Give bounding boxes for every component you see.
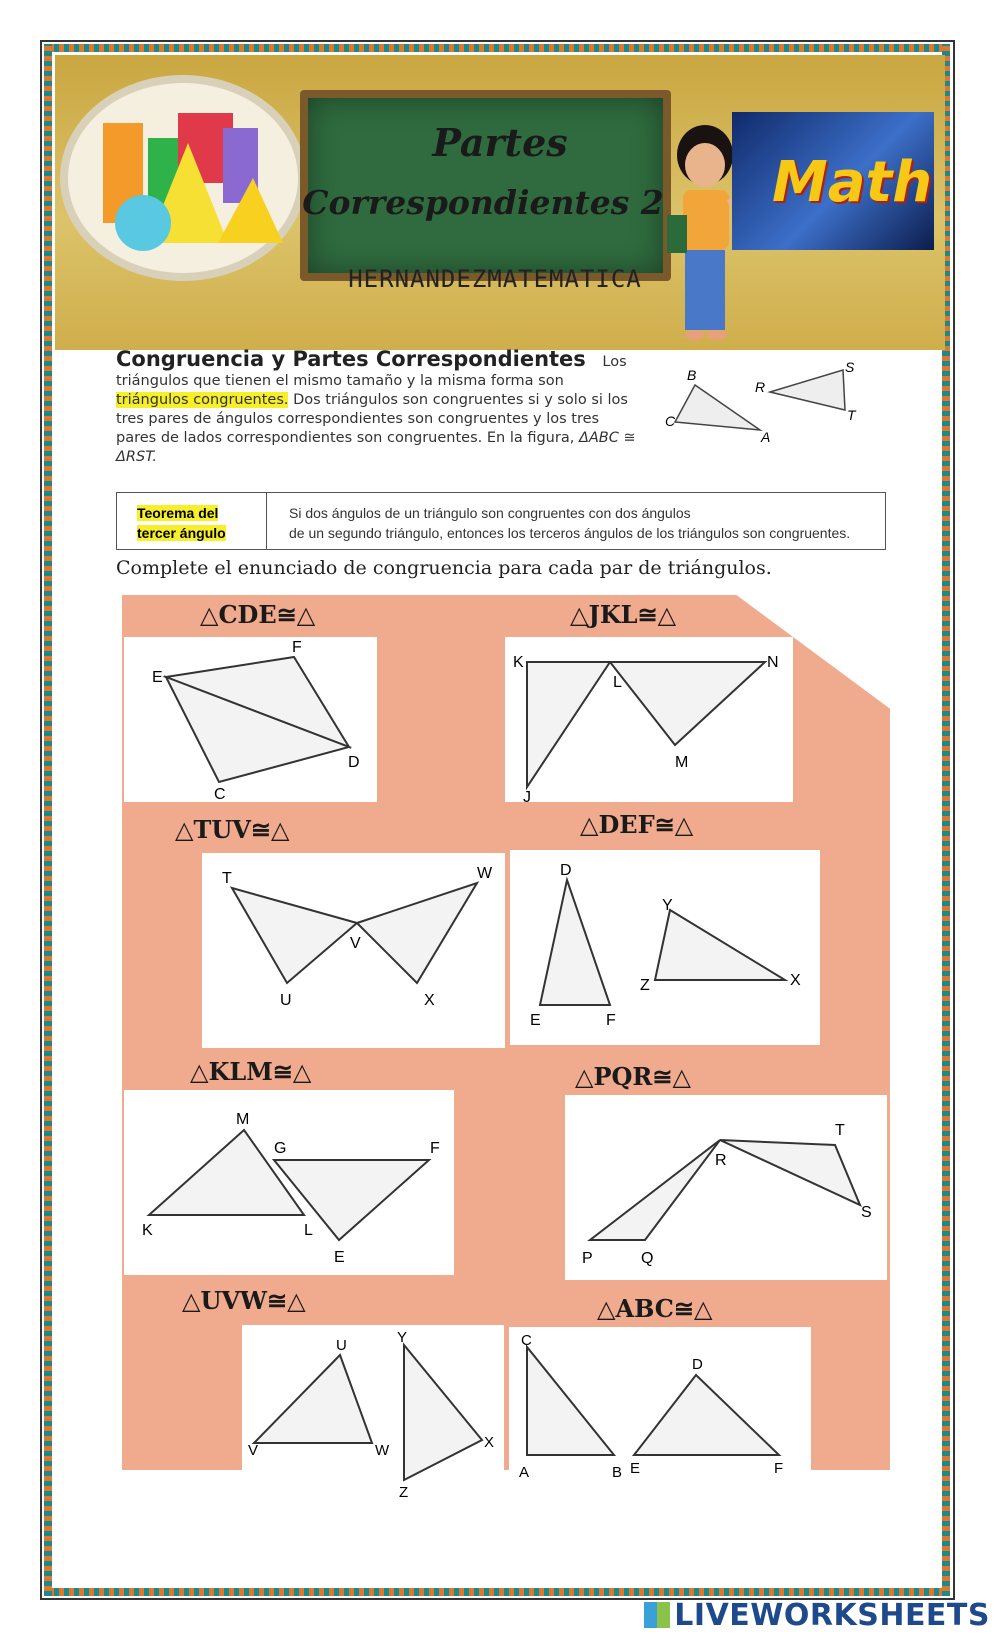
vertex-label: L — [304, 1222, 313, 1239]
vertex-label: X — [790, 972, 801, 989]
theorem-name — [117, 493, 267, 549]
theorem-name-line2: tercer ángulo — [137, 525, 226, 541]
vertex-label: S — [861, 1204, 872, 1221]
vertex-label: F — [292, 639, 302, 656]
vertex-label: A — [519, 1464, 530, 1481]
theorem-name-line1: Teorema del — [137, 505, 219, 521]
vertex-label: X — [424, 992, 435, 1009]
vertex-label: V — [248, 1442, 259, 1459]
vertex-label: E — [630, 1460, 641, 1477]
intro-text-a: Los triángulos que tienen el mismo tamaño y la misma forma son — [116, 354, 627, 389]
exercise-3-label: △TUV≅△ — [175, 815, 290, 844]
logo-icon — [644, 1602, 670, 1628]
intro-vertex: T — [847, 407, 856, 423]
instruction: Complete el enunciado de congruencia para cada par de triángulos. — [116, 557, 772, 579]
math-image — [732, 112, 934, 250]
vertex-label: V — [350, 935, 361, 952]
banner-subtitle: HERNANDEZMATEMATICA — [348, 265, 642, 293]
vertex-label: T — [835, 1122, 845, 1139]
exercise-4-figure — [510, 850, 820, 1045]
vertex-label: U — [280, 992, 292, 1009]
vertex-label: E — [334, 1249, 345, 1266]
exercise-6-label: △PQR≅△ — [575, 1062, 691, 1091]
vertex-label: T — [222, 870, 232, 887]
vertex-label: J — [523, 789, 531, 802]
vertex-label: G — [274, 1140, 287, 1157]
exercise-5-label: △KLM≅△ — [190, 1057, 312, 1086]
math-label: Math — [772, 150, 933, 215]
vertex-label: F — [774, 1460, 784, 1477]
vertex-label: D — [692, 1356, 703, 1373]
intro-title: Congruencia y Partes Correspondientes — [116, 347, 586, 371]
exercise-2-label: △JKL≅△ — [570, 600, 677, 629]
vertex-label: Z — [640, 977, 650, 994]
vertex-label: F — [606, 1012, 616, 1029]
vertex-label: M — [236, 1111, 250, 1128]
exercise-4-label: △DEF≅△ — [580, 810, 694, 839]
vertex-label: U — [336, 1337, 347, 1354]
theorem-body-line2: de un segundo triángulo, entonces los terceros ángulos de los triángulos son congruentes. — [289, 525, 851, 541]
footer-brand: LIVEWORKSHEETS — [674, 1598, 990, 1633]
intro-highlight: triángulos congruentes. — [116, 392, 289, 408]
vertex-label: R — [715, 1152, 727, 1169]
vertex-label: K — [513, 654, 524, 671]
intro-figure — [665, 360, 880, 460]
vertex-label: C — [214, 786, 226, 802]
intro-vertex: A — [761, 429, 771, 445]
exercise-5-figure — [124, 1090, 454, 1275]
exercise-1-figure — [124, 637, 377, 802]
theorem-body — [267, 493, 850, 549]
vertex-label: N — [767, 654, 779, 671]
exercise-8-figure — [509, 1327, 811, 1505]
intro-vertex: B — [687, 367, 697, 383]
exercise-3-figure — [202, 853, 505, 1048]
intro-vertex: C — [665, 413, 676, 429]
vertex-label: F — [430, 1140, 440, 1157]
intro-text-b: Dos triángulos son congruentes si y solo si los tres pares de ángulos correspondientes son congruentes y los tres pares de lados correspondientes son congruentes. En la figura, — [116, 392, 628, 446]
intro-vertex: S — [845, 360, 855, 375]
exercise-7-label: △UVW≅△ — [182, 1286, 306, 1315]
vertex-label: D — [560, 862, 572, 879]
border-stripe-top — [44, 44, 950, 52]
vertex-label: C — [521, 1332, 532, 1349]
intro-paragraph — [116, 347, 636, 467]
vertex-label: W — [375, 1442, 390, 1459]
intro-vertex: R — [755, 379, 766, 395]
theorem-box — [116, 492, 886, 550]
vertex-label: Q — [641, 1250, 654, 1267]
vertex-label: B — [612, 1464, 623, 1481]
exercise-6-figure — [565, 1095, 887, 1280]
vertex-label: Y — [662, 897, 673, 914]
vertex-label: W — [477, 865, 493, 882]
vertex-label: M — [675, 754, 689, 771]
banner-title-line2: Correspondientes 2 — [302, 183, 664, 222]
vertex-label: K — [142, 1222, 153, 1239]
border-stripe-left — [44, 44, 52, 1596]
vertex-label: Z — [399, 1484, 409, 1501]
vertex-label: L — [613, 674, 622, 691]
exercise-8-label: △ABC≅△ — [597, 1294, 713, 1323]
border-stripe-bottom — [44, 1588, 950, 1596]
liveworksheets-logo — [644, 1598, 990, 1633]
vertex-label: P — [582, 1250, 593, 1267]
banner-title-line1: Partes — [432, 120, 568, 165]
intro-formula: ΔABC ≅ ΔRST. — [116, 430, 636, 465]
vertex-label: Y — [397, 1329, 408, 1346]
vertex-label: D — [348, 754, 360, 771]
theorem-body-line1: Si dos ángulos de un triángulo son congruentes con dos ángulos — [289, 505, 691, 521]
exercise-7-figure — [242, 1325, 504, 1505]
vertex-label: X — [484, 1434, 495, 1451]
geometric-shapes-image — [60, 75, 306, 281]
exercise-2-figure — [505, 637, 793, 802]
exercise-1-label: △CDE≅△ — [200, 600, 316, 629]
vertex-label: E — [530, 1012, 541, 1029]
vertex-label: E — [152, 669, 163, 686]
